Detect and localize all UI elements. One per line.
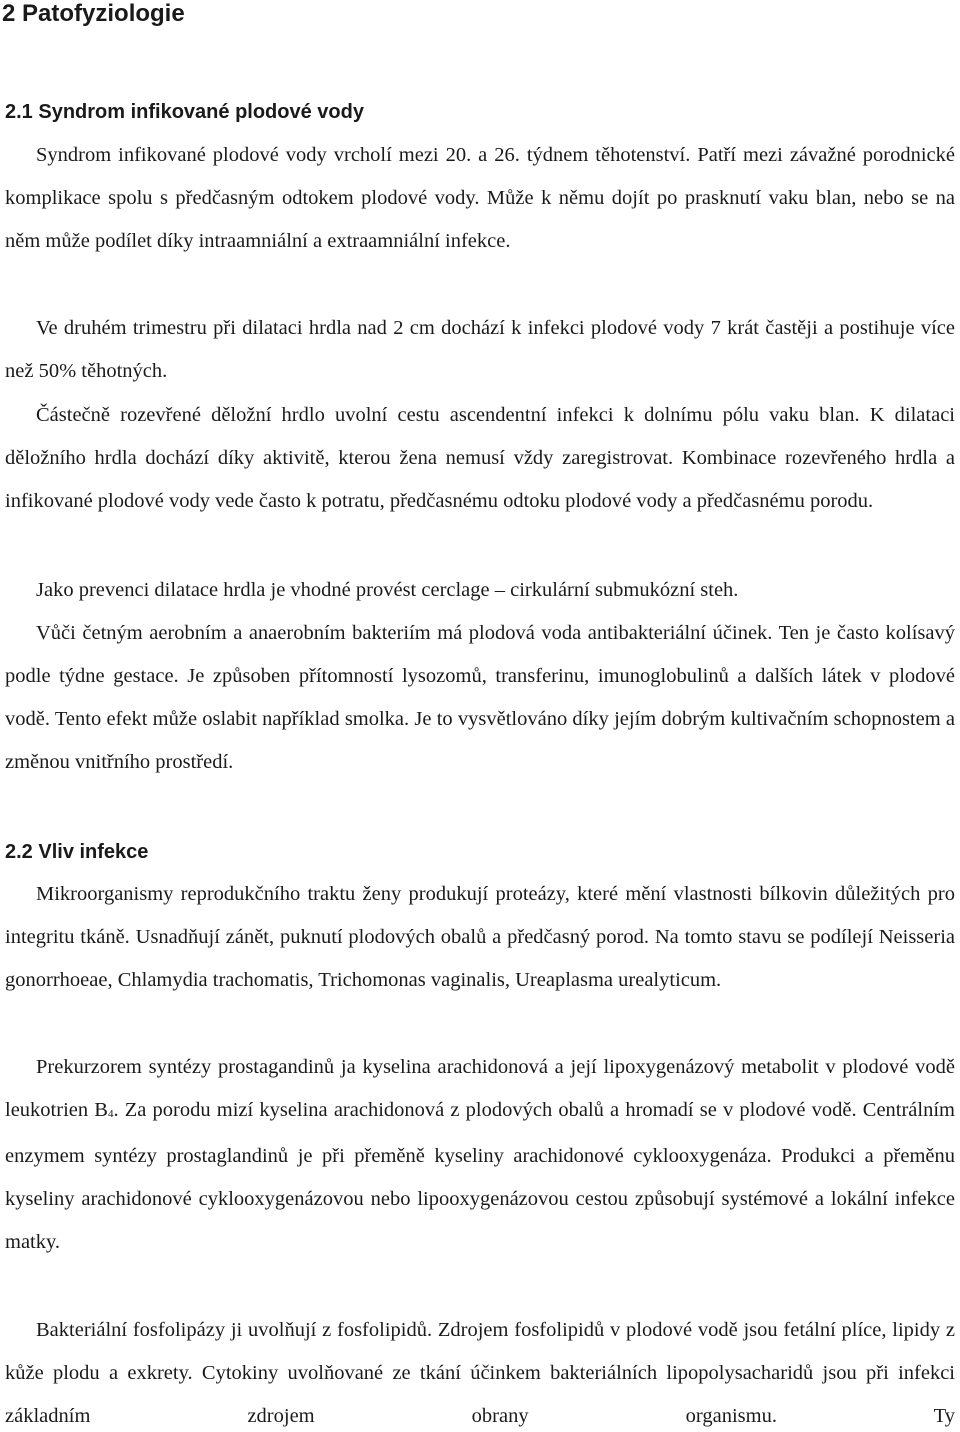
paragraph-2-2-2-part2: . Za porodu mizí kyselina arachidonová z plodových obalů a hromadí se v plodové vodě. Centrálním enzymem syntézy prostaglandinů je při přeměně kyseliny arachidonové cyklooxygenáza. Produkci a přeměnu kyseliny arachidonové cyklooxygenázovou nebo lipooxygenázovou cestou způsobují systémové a lokální infekce matky.	[5, 1099, 955, 1253]
paragraph-2-2-1: Mikroorganismy reprodukčního traktu ženy produkují proteázy, které mění vlastnosti bílkovin důležitých pro integritu tkáně. Usnadňují zánět, puknutí plodových obalů a předčasný porod. Na tomto stavu se podílejí Neisseria gonorrhoeae, Chlamydia trachomatis, Trichomonas vaginalis, Ureaplasma urealyticum.	[5, 883, 955, 991]
paragraph-2-2-3: Bakteriální fosfolipázy ji uvolňují z fosfolipidů. Zdrojem fosfolipidů v plodové vodě jsou fetální plíce, lipidy z kůže plodu a exkrety. Cytokiny uvolňované ze tkání účinkem bakteriálních lipopolysacharidů jsou při infekci základním zdrojem obrany organismu. Ty	[5, 1319, 955, 1427]
paragraph-2-1-1: Syndrom infikované plodové vody vrcholí mezi 20. a 26. týdnem těhotenství. Patří mezi závažné porodnické komplikace spolu s předčasným odtokem plodové vody. Může k němu dojít po prasknutí vaku blan, nebo se na něm může podílet díky intraamniální a extraamniální infekce.	[5, 144, 955, 252]
paragraph-2-1-2: Ve druhém trimestru při dilataci hrdla nad 2 cm dochází k infekci plodové vody 7 krát častěji a postihuje více než 50% těhotných.	[5, 317, 955, 382]
paragraph-2-1-3: Částečně rozevřené děložní hrdlo uvolní cestu ascendentní infekci k dolnímu pólu vaku blan. K dilataci děložního hrdla dochází díky aktivitě, kterou žena nemusí vždy zaregistrovat. Kombinace rozevřeného hrdla a infikované plodové vody vede často k potratu, předčasnému odtoku plodové vody a předčasnému porodu.	[5, 404, 955, 512]
paragraph-2-1-4: Jako prevenci dilatace hrdla je vhodné provést cerclage – cirkulární submukózní steh.	[36, 579, 739, 601]
section-heading-2-1: 2.1 Syndrom infikované plodové vody	[5, 101, 364, 123]
subscript-4: 4	[107, 1108, 114, 1120]
paragraph-2-2-2-part1: Prekurzorem syntézy prostagandinů ja kyselina arachidonová a její lipoxygenázový metabolit v plodové vodě leukotrien B	[5, 1056, 955, 1121]
paragraph-2-2-2	[5, 1046, 955, 1264]
section-heading-2-2: 2.2 Vliv infekce	[5, 841, 149, 863]
chapter-heading: 2 Patofyziologie	[2, 0, 185, 27]
paragraph-2-1-5: Vůči četným aerobním a anaerobním bakteriím má plodová voda antibakteriální účinek. Ten je často kolísavý podle týdne gestace. Je způsoben přítomností lysozomů, transferinu, imunoglobulinů a dalších látek v plodové vodě. Tento efekt může oslabit například smolka. Je to vysvětlováno díky jejím dobrým kultivačním schopnostem a změnou vnitřního prostředí.	[5, 622, 955, 773]
